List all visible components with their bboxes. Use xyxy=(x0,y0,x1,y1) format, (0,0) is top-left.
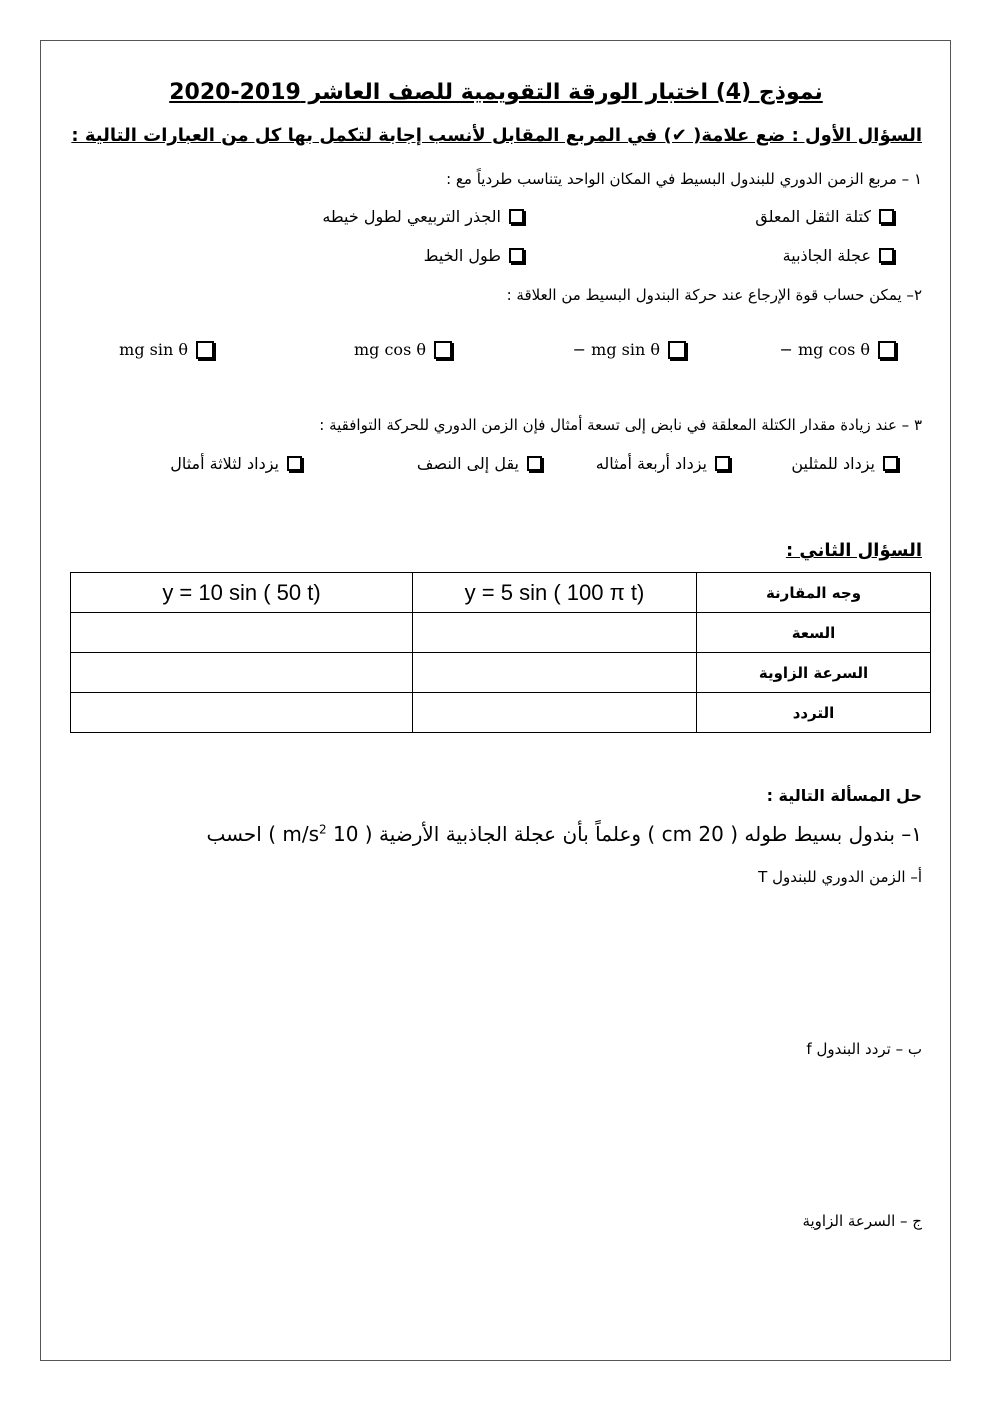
table-row xyxy=(71,613,931,653)
table-row-label: السعة xyxy=(697,613,931,653)
q1-item2-option-a[interactable]: − mg cos θ xyxy=(779,340,896,359)
table-row-label: السرعة الزاوية xyxy=(697,653,931,693)
checkbox-icon[interactable] xyxy=(878,341,896,359)
problem-statement: ١– بندول بسيط طوله ( 20 cm ) وعلماً بأن عجلة الجاذبية الأرضية ( 10 $m/s^2$ ) احسب xyxy=(206,822,922,846)
problem-part-b: ب – تردد البندول f xyxy=(806,1040,922,1058)
q1-item1-option-b[interactable]: الجذر التربيعي لطول خيطه xyxy=(322,207,524,226)
table-header-cell: y = 10 sin ( 50 t) xyxy=(71,573,413,613)
q1-item2-option-c[interactable]: mg cos θ xyxy=(354,340,452,359)
q2-heading: السؤال الثاني : xyxy=(785,540,922,561)
checkbox-icon[interactable] xyxy=(434,341,452,359)
checkbox-icon[interactable] xyxy=(879,209,894,224)
checkbox-icon[interactable] xyxy=(509,209,524,224)
q1-heading: السؤال الأول : ضع علامة( ✔) في المربع المقابل لأنسب إجابة لتكمل بها كل من العبارات التالية : xyxy=(71,125,922,146)
comparison-table xyxy=(70,572,931,733)
q1-item3-option-c[interactable]: يقل إلى النصف xyxy=(417,454,542,473)
table-row xyxy=(71,693,931,733)
checkbox-icon[interactable] xyxy=(509,248,524,263)
answer-cell[interactable] xyxy=(71,613,413,653)
q1-item1-option-d[interactable]: طول الخيط xyxy=(424,246,524,265)
answer-cell[interactable] xyxy=(413,693,697,733)
q1-item3-option-a[interactable]: يزداد للمثلين xyxy=(791,454,898,473)
problem-part-a: أ– الزمن الدوري للبندول T xyxy=(758,868,922,886)
checkbox-icon[interactable] xyxy=(715,456,730,471)
q1-item1-option-a[interactable]: كتلة الثقل المعلق xyxy=(755,207,894,226)
answer-cell[interactable] xyxy=(413,613,697,653)
q1-item2-option-d[interactable]: mg sin θ xyxy=(119,340,214,359)
checkbox-icon[interactable] xyxy=(668,341,686,359)
q1-item3-option-d[interactable]: يزداد لثلاثة أمثال xyxy=(170,454,302,473)
q1-item2-stem: ٢– يمكن حساب قوة الإرجاع عند حركة البندول البسيط من العلاقة : xyxy=(506,286,922,304)
table-header-cell: وجه المقارنة xyxy=(697,573,931,613)
table-header-cell: y = 5 sin ( 100 π t) xyxy=(413,573,697,613)
table-row xyxy=(71,653,931,693)
checkbox-icon[interactable] xyxy=(883,456,898,471)
problem-part-c: ج – السرعة الزاوية xyxy=(802,1212,922,1230)
q1-item1-stem: ١ – مربع الزمن الدوري للبندول البسيط في المكان الواحد يتناسب طردياً مع : xyxy=(446,170,922,188)
problem-heading: حل المسألة التالية : xyxy=(766,786,922,805)
answer-cell[interactable] xyxy=(413,653,697,693)
checkbox-icon[interactable] xyxy=(879,248,894,263)
q1-item3-stem: ٣ – عند زيادة مقدار الكتلة المعلقة في نابض إلى تسعة أمثال فإن الزمن الدوري للحركة التوافقية : xyxy=(319,416,922,434)
answer-cell[interactable] xyxy=(71,653,413,693)
table-row-label: التردد xyxy=(697,693,931,733)
q1-item3-option-b[interactable]: يزداد أربعة أمثاله xyxy=(596,454,730,473)
table-header-row xyxy=(71,573,931,613)
page-title: نموذج (4) اختبار الورقة التقويمية للصف العاشر 2019-2020 xyxy=(169,80,823,105)
checkbox-icon[interactable] xyxy=(527,456,542,471)
checkbox-icon[interactable] xyxy=(287,456,302,471)
q1-item1-option-c[interactable]: عجلة الجاذبية xyxy=(783,246,894,265)
checkbox-icon[interactable] xyxy=(196,341,214,359)
answer-cell[interactable] xyxy=(71,693,413,733)
q1-item2-option-b[interactable]: − mg sin θ xyxy=(573,340,686,359)
